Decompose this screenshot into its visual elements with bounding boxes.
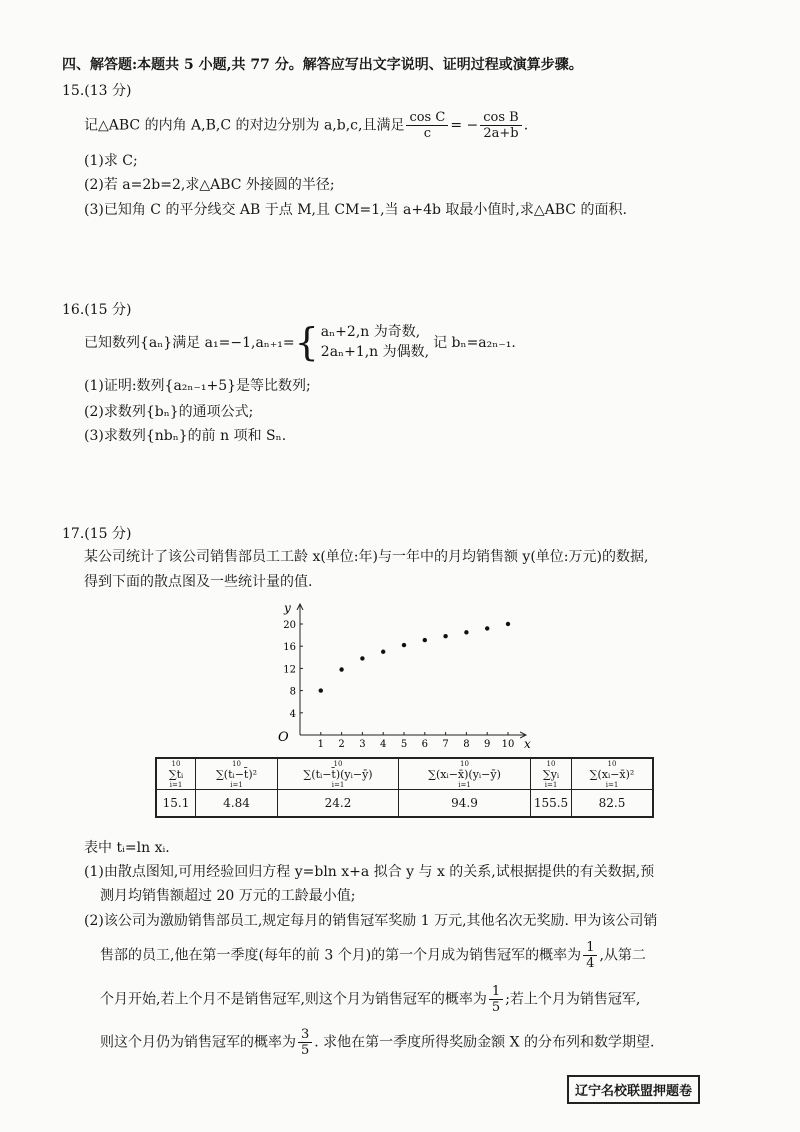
q16-number: 16.(15 分): [62, 302, 132, 318]
table-cell: 4.84: [196, 790, 278, 818]
table-value-row: [156, 790, 653, 818]
x-tick-label: 6: [421, 739, 428, 750]
exam-source-stamp: 辽宁名校联盟押题卷: [567, 1075, 700, 1104]
scatter-point: [443, 634, 447, 638]
y-tick-label: 4: [289, 708, 296, 720]
scatter-point: [381, 650, 385, 654]
q15-frac2-num: cos B: [480, 110, 521, 126]
q16-stem-text: 已知数列{aₙ}满足 a₁=−1,aₙ₊₁=: [84, 335, 295, 351]
table-header-cell: [531, 758, 572, 790]
scatter-point: [319, 688, 323, 692]
frac-num: 1: [489, 984, 503, 1000]
header-text: ∑tᵢ: [168, 767, 184, 781]
table-header-cell: [572, 758, 654, 790]
q17-part-2-line-3: [100, 984, 640, 1015]
section-header: 四、解答题:本题共 5 小题,共 77 分。解答应写出文字说明、证明过程或演算步骤。: [62, 57, 583, 73]
q16-stem: [84, 322, 516, 362]
q16-piecewise: [321, 322, 429, 362]
q16-part-1: (1)证明:数列{a₂ₙ₋₁+5}是等比数列;: [84, 378, 311, 394]
q17-table-note: 表中 tᵢ=ln xᵢ.: [84, 840, 170, 856]
x-tick-label: 3: [359, 739, 366, 750]
q15-fraction-1: [406, 110, 448, 141]
q16-part-3: (3)求数列{nbₙ}的前 n 项和 Sₙ.: [84, 428, 287, 444]
sum-sub: i=1: [605, 780, 619, 789]
q15-stem-end: .: [523, 117, 529, 134]
q15-part-1: (1)求 C;: [84, 153, 138, 169]
sum-sub: i=1: [458, 780, 471, 789]
q15-part-2: (2)若 a=2b=2,求△ABC 外接圆的半径;: [84, 177, 335, 193]
scatter-plot: [272, 600, 532, 750]
q16-case-even: 2aₙ+1,n 为偶数,: [320, 344, 430, 360]
x-tick-label: 10: [501, 739, 515, 750]
q17-part-1-line-2: 测月均销售额超过 20 万元的工龄最小值;: [100, 888, 356, 904]
fraction-three-fifths: [298, 1027, 312, 1058]
q17-number: 17.(15 分): [62, 526, 132, 542]
table-header-row: [156, 758, 653, 790]
table-cell: 155.5: [531, 790, 572, 818]
q15-part-3: (3)已知角 C 的平分线交 AB 于点 M,且 CM=1,当 a+4b 取最小值时,求△ABC 的面积.: [84, 202, 627, 218]
q17-part-2-line-2: [100, 940, 646, 971]
q17-part-2-text-d1: 则这个月仍为销售冠军的概率为: [100, 1034, 296, 1051]
q15-frac1-den: c: [423, 126, 432, 141]
q16-case-odd: aₙ+2,n 为奇数,: [320, 324, 421, 340]
x-tick-label: 8: [463, 739, 470, 750]
sum-sup: 10: [546, 759, 556, 768]
q15-number: 15.(13 分): [62, 83, 132, 99]
q17-part-2-text-b1: 售部的员工,他在第一季度(每年的前 3 个月)的第一个月成为销售冠军的概率为: [100, 947, 582, 964]
scatter-point: [485, 626, 489, 630]
q17-part-2-text-d2: . 求他在第一季度所得奖励金额 X 的分布列和数学期望.: [314, 1034, 655, 1051]
frac-den: 5: [491, 1000, 501, 1015]
y-tick-label: 8: [289, 686, 296, 698]
q17-part-1-line-1: (1)由散点图知,可用经验回归方程 y=bln x+a 拟合 y 与 x 的关系,试根据提供的有关数据,预: [84, 864, 655, 880]
table-cell: 15.1: [156, 790, 196, 818]
q15-equals: = −: [450, 117, 479, 134]
sum-sup: 10: [171, 759, 181, 768]
header-text: ∑(tᵢ−t̄)²: [215, 767, 258, 781]
table-header-cell: [196, 758, 278, 790]
fraction-one-fifth: [489, 984, 503, 1015]
x-tick-label: 5: [400, 739, 408, 750]
table-header-cell: [399, 758, 531, 790]
scatter-point: [506, 622, 510, 626]
q15-fraction-2: [480, 110, 521, 141]
scatter-point: [360, 656, 364, 660]
x-axis-label: x: [524, 737, 531, 750]
y-tick-label: 12: [283, 664, 296, 676]
q15-stem-text: 记△ABC 的内角 A,B,C 的对边分别为 a,b,c,且满足: [84, 117, 405, 134]
q17-part-2-text-c1: 个月开始,若上个月不是销售冠军,则这个月为销售冠军的概率为: [100, 991, 487, 1008]
frac-den: 4: [586, 956, 595, 971]
x-tick-label: 9: [484, 739, 491, 750]
table-header-cell: [156, 758, 196, 790]
frac-den: 5: [301, 1043, 310, 1058]
header-text: ∑yᵢ: [542, 767, 560, 781]
scatter-point: [402, 643, 406, 647]
y-tick-label: 16: [283, 642, 296, 654]
fraction-one-quarter: [583, 940, 597, 971]
sum-sub: i=1: [169, 780, 183, 789]
x-tick-label: 2: [338, 739, 345, 750]
sum-sup: 10: [333, 759, 343, 768]
table-cell: 94.9: [399, 790, 531, 818]
q17-stem-2: 得到下面的散点图及一些统计量的值.: [84, 574, 313, 590]
scatter-point: [423, 638, 427, 642]
x-tick-label: 1: [317, 739, 324, 750]
q15-frac1-num: cos C: [406, 110, 448, 126]
left-brace-icon: {: [294, 320, 319, 364]
sum-sup: 10: [232, 759, 241, 768]
sum-sub: i=1: [544, 780, 558, 789]
sum-sub: i=1: [230, 780, 243, 789]
statistics-table: [155, 757, 654, 818]
q17-stem-1: 某公司统计了该公司销售部员工工龄 x(单位:年)与一年中的月均销售额 y(单位:万元)的数据,: [84, 549, 649, 565]
q17-part-2-text-b2: ,从第二: [599, 947, 646, 964]
header-text: ∑(xᵢ−x̄)(yᵢ−ȳ): [428, 767, 501, 781]
scatter-point: [339, 667, 343, 671]
table-cell: 82.5: [572, 790, 654, 818]
q16-stem-b: 记 bₙ=a₂ₙ₋₁.: [433, 335, 516, 351]
table-cell: 24.2: [278, 790, 399, 818]
q15-frac2-den: 2a+b: [483, 126, 519, 141]
q16-part-2: (2)求数列{bₙ}的通项公式;: [84, 404, 254, 420]
sum-sub: i=1: [331, 780, 345, 789]
table-header-cell: [278, 758, 399, 790]
q17-part-2-line-4: [100, 1027, 655, 1058]
y-axis-label: y: [284, 601, 291, 615]
frac-num: 3: [298, 1027, 312, 1043]
sum-sup: 10: [460, 759, 469, 768]
origin-label: O: [278, 730, 289, 745]
x-tick-label: 7: [442, 739, 449, 750]
header-text: ∑(xᵢ−x̄)²: [589, 767, 635, 781]
q15-stem: [84, 110, 528, 141]
y-tick-label: 20: [283, 620, 296, 631]
sum-sup: 10: [607, 759, 617, 768]
scatter-point: [464, 630, 468, 634]
q17-part-2-text-c2: ;若上个月为销售冠军,: [505, 991, 641, 1008]
q17-part-2-line-1: (2)该公司为激励销售部员工,规定每月的销售冠军奖励 1 万元,其他名次无奖励. 甲为该公司销: [84, 913, 658, 929]
x-tick-label: 4: [380, 739, 387, 750]
frac-num: 1: [583, 940, 597, 956]
header-text: ∑(tᵢ−t̄)(yᵢ−ȳ): [303, 767, 373, 781]
